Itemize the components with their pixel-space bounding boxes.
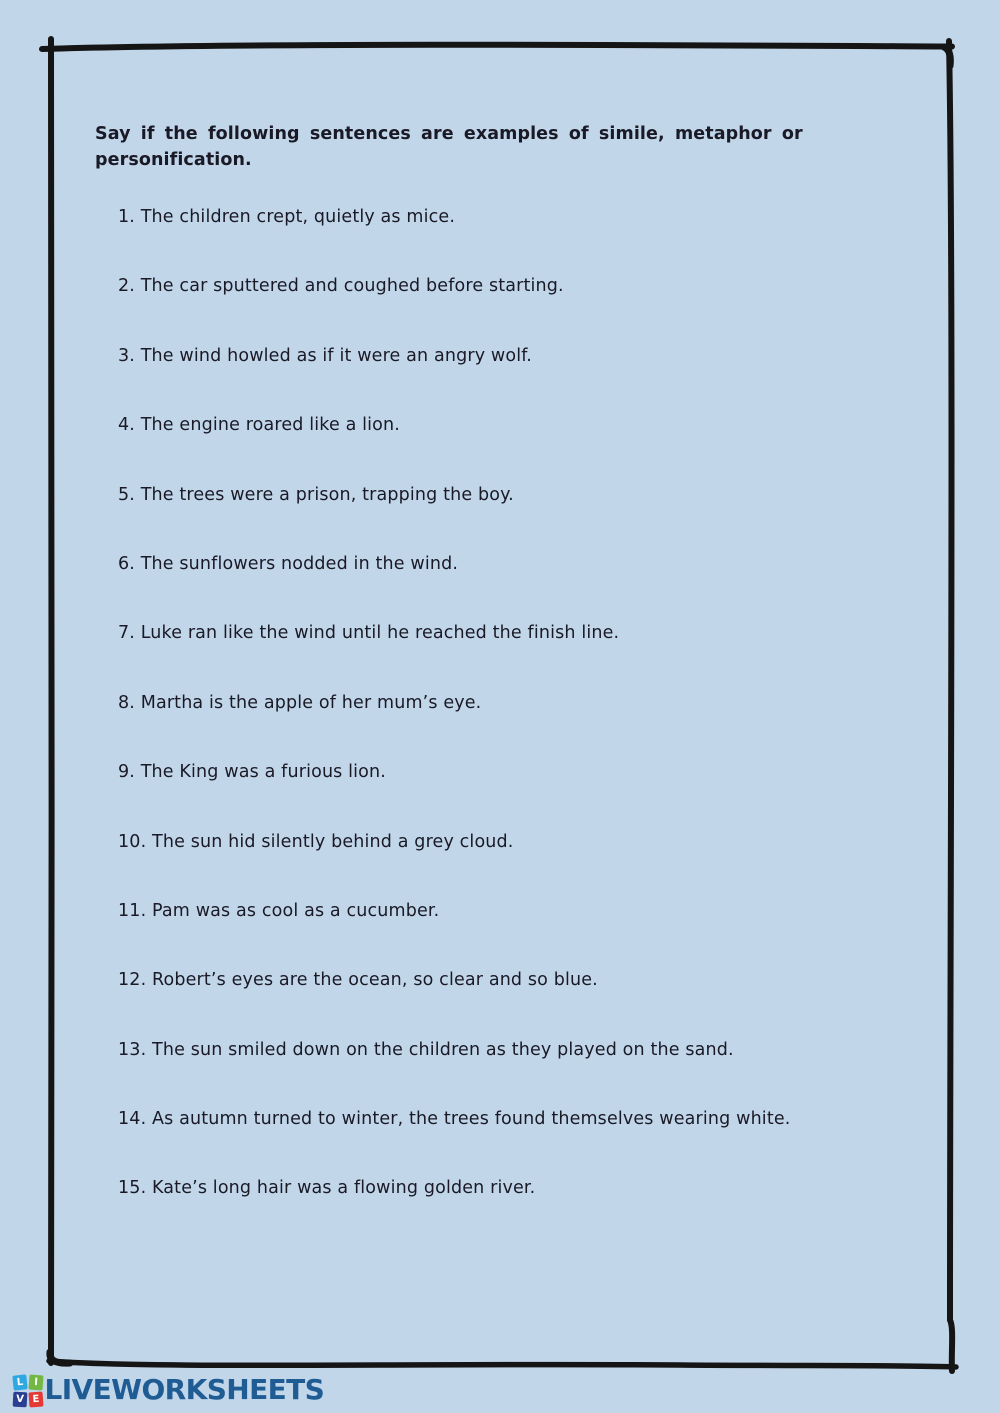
logo-tile-v: V bbox=[13, 1391, 28, 1407]
sentence-item-4: 4. The engine roared like a lion. bbox=[118, 415, 400, 436]
liveworksheets-wordmark: LIVEWORKSHEETS bbox=[44, 1372, 325, 1406]
logo-tile-e: E bbox=[28, 1391, 43, 1407]
sentence-item-2: 2. The car sputtered and coughed before starting. bbox=[118, 276, 564, 297]
sentence-item-11: 11. Pam was as cool as a cucumber. bbox=[118, 900, 440, 921]
sentence-item-9: 9. The King was a furious lion. bbox=[118, 762, 386, 783]
liveworksheets-logo[interactable] bbox=[13, 1373, 324, 1407]
border-top bbox=[42, 45, 952, 49]
sentence-item-3: 3. The wind howled as if it were an angry wolf. bbox=[118, 345, 533, 366]
logo-tile-i: I bbox=[28, 1375, 43, 1391]
border-corner-blob-top-right bbox=[944, 47, 950, 66]
border-corner-blob-bottom-left bbox=[50, 1352, 70, 1363]
sentence-item-15: 15. Kate’s long hair was a flowing golden river. bbox=[118, 1178, 536, 1199]
worksheet-instructions: Say if the following sentences are examples of simile, metaphor or personification. bbox=[95, 124, 803, 170]
sentence-list bbox=[118, 207, 908, 1199]
sentence-item-10: 10. The sun hid silently behind a grey cloud. bbox=[118, 831, 514, 852]
sentence-item-1: 1. The children crept, quietly as mice. bbox=[118, 207, 456, 227]
border-left bbox=[50, 39, 52, 1363]
sentence-item-6: 6. The sunflowers nodded in the wind. bbox=[118, 553, 459, 574]
sentence-item-8: 8. Martha is the apple of her mum’s eye. bbox=[118, 692, 482, 713]
logo-tile-l: L bbox=[12, 1374, 27, 1390]
sentence-item-7: 7. Luke ran like the wind until he reached the finish line. bbox=[118, 623, 620, 644]
liveworksheets-logo-icon bbox=[13, 1375, 43, 1407]
sentence-item-5: 5. The trees were a prison, trapping the boy. bbox=[118, 484, 514, 505]
sentence-item-12: 12. Robert’s eyes are the ocean, so clear and so blue. bbox=[118, 970, 598, 991]
border-right bbox=[949, 41, 952, 1371]
border-bottom bbox=[49, 1361, 956, 1367]
sentence-item-13: 13. The sun smiled down on the children as they played on the sand. bbox=[118, 1039, 734, 1060]
sentence-item-14: 14. As autumn turned to winter, the trees found themselves wearing white. bbox=[118, 1109, 791, 1130]
